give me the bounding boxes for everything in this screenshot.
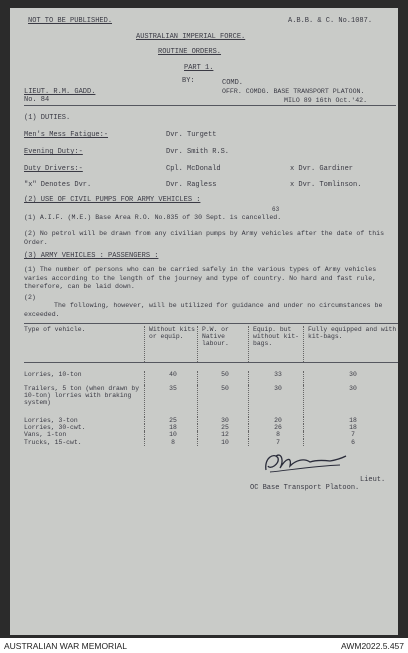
passengers-para-2: The following, however, will be utilized for guidance and under no circumstances be exceeded.	[24, 302, 383, 318]
cell-value: 25	[198, 424, 249, 431]
col-header-equip-no-kit: Equip. but without kit-bags.	[249, 326, 304, 362]
cell-vehicle: Lorries, 30-cwt.	[24, 424, 86, 432]
cell-value: 25	[145, 417, 198, 424]
duty-name-evening: Dvr. Smith R.S.	[166, 148, 230, 156]
cell-vehicle: Trucks, 15-cwt.	[24, 438, 82, 446]
author-name: LIEUT. R.M. GADD.	[24, 88, 96, 96]
cell-value: 30	[304, 371, 399, 385]
duties-heading: (1) DUTIES.	[24, 114, 71, 122]
duty-name-drivers: Cpl. McDonald	[166, 165, 221, 173]
cell-value: 8	[145, 439, 198, 446]
duty-extra-denotes: x Dvr. Tomlinson.	[290, 181, 362, 189]
vehicle-passenger-table	[24, 326, 398, 446]
cell-value: 30	[304, 385, 399, 417]
cell-vehicle: Vans, 1-ton	[24, 431, 67, 439]
passengers-para-1: (1) The number of persons who can be carried safely in the various types of Army vehicles varies according to the length of the journey and type of country. No hard and fast rule, therefore, can be laid down.	[24, 266, 377, 290]
cell-value: 30	[198, 417, 249, 424]
cell-value: 7	[249, 439, 304, 446]
place-date: MILO 89 16th Oct.'42.	[284, 97, 368, 104]
cell-value: 18	[145, 424, 198, 431]
order-no: No. 84	[24, 96, 50, 104]
civil-pumps-heading: (2) USE OF CIVIL PUMPS FOR ARMY VEHICLES :	[24, 196, 201, 204]
cell-value: 35	[145, 385, 198, 417]
cell-vehicle: Lorries, 10-ton	[24, 371, 82, 378]
table-row	[24, 417, 398, 424]
cell-value: 50	[198, 385, 249, 417]
officer-title: OFFR. COMDG. BASE TRANSPORT PLATOON.	[222, 88, 365, 95]
col-header-native-labour: P.W. or Native labour.	[198, 326, 249, 362]
handwritten-signature	[260, 448, 350, 476]
archive-footer	[0, 638, 408, 653]
civil-pumps-para-2: (2) No petrol will be drawn from any civilian pumps by Army vehicles after the date of this Order.	[24, 230, 385, 246]
table-row	[24, 424, 398, 431]
civil-pumps-para-1: (1) A.I.F. (M.E.) Base Area R.O. No.835 of 30 Sept. is cancelled.	[24, 214, 282, 221]
passengers-para-2-number: (2)	[24, 294, 36, 301]
by-label: BY:	[182, 77, 195, 85]
table-row	[24, 385, 398, 417]
cell-value: 6	[304, 439, 399, 446]
signature-unit: OC Base Transport Platoon.	[250, 484, 360, 492]
handwritten-ref: 63	[272, 206, 280, 213]
footer-accession-number: AWM2022.5.457	[341, 641, 404, 651]
col-header-fully-equipped: Fully equipped and with kit-bags.	[304, 326, 399, 362]
cell-vehicle: Lorries, 3-ton	[24, 417, 78, 424]
duty-label-denotes: "x" Denotes Dvr.	[24, 181, 92, 189]
duty-extra-drivers: x Dvr. Gardiner	[290, 165, 354, 173]
cell-value: 18	[304, 424, 399, 431]
duty-label-drivers: Duty Drivers:-	[24, 165, 83, 173]
table-row	[24, 371, 398, 385]
cell-value: 40	[145, 371, 198, 385]
cell-value: 10	[145, 431, 198, 438]
table-row	[24, 431, 398, 438]
col-header-type: Type of vehicle.	[24, 326, 86, 333]
cell-value: 30	[249, 385, 304, 417]
col-header-without-kits: Without kits or equip.	[145, 326, 198, 362]
passengers-heading: (3) ARMY VEHICLES : PASSENGERS :	[24, 252, 159, 260]
routine-orders-title: ROUTINE ORDERS.	[158, 48, 222, 56]
not-published-label: NOT TO BE PUBLISHED.	[28, 17, 113, 25]
order-number: A.B.B. & C. No.1087.	[288, 17, 373, 25]
duty-name-denotes: Dvr. Ragless	[166, 181, 217, 189]
cell-value: 26	[249, 424, 304, 431]
cell-vehicle: Trailers, 5 ton (when drawn by 10-ton) lorries with braking system)	[24, 385, 140, 407]
table-row	[24, 439, 398, 446]
duty-label-mess: Men's Mess Fatigue:-	[24, 131, 109, 139]
header-rule	[24, 105, 396, 106]
cell-value: 10	[198, 439, 249, 446]
force-title: AUSTRALIAN IMPERIAL FORCE.	[136, 33, 246, 41]
table-top-rule	[24, 323, 398, 324]
comd-label: COMD.	[222, 79, 244, 87]
footer-institution: AUSTRALIAN WAR MEMORIAL	[4, 641, 127, 651]
cell-value: 8	[249, 431, 304, 438]
cell-value: 12	[198, 431, 249, 438]
cell-value: 33	[249, 371, 304, 385]
duty-label-evening: Evening Duty:-	[24, 148, 83, 156]
cell-value: 7	[304, 431, 399, 438]
part-title: PART 1.	[184, 64, 214, 72]
document-page	[10, 8, 398, 635]
cell-value: 20	[249, 417, 304, 424]
cell-value: 18	[304, 417, 399, 424]
cell-value: 50	[198, 371, 249, 385]
signature-rank: Lieut.	[360, 476, 386, 484]
duty-name-mess: Dvr. Turgett	[166, 131, 217, 139]
